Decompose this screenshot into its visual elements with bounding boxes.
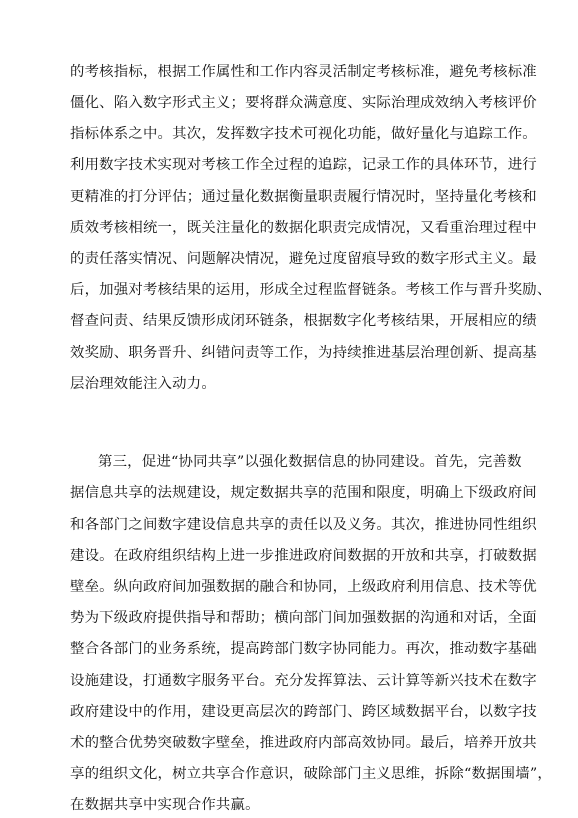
text-line: 督查问责、结果反馈形成闭环链条，根据数字化考核结果，开展相应的绩 bbox=[70, 313, 537, 329]
text-line: 的考核指标，根据工作属性和工作内容灵活制定考核标准，避免考核标准 bbox=[70, 64, 537, 80]
text-line: 效奖励、职务晋升、纠错问责等工作，为持续推进基层治理创新、提高基 bbox=[70, 345, 537, 361]
text-line: 僵化、陷入数字形式主义；要将群众满意度、实际治理成效纳入考核评价 bbox=[70, 95, 537, 111]
text-line: 整合各部门的业务系统，提高跨部门数字协同能力。再次，推动数字基础 bbox=[70, 641, 537, 657]
text-line: 指标体系之中。其次，发挥数字技术可视化功能，做好量化与追踪工作。 bbox=[70, 126, 537, 142]
text-line: 据信息共享的法规建设，规定数据共享的范围和限度，明确上下级政府间 bbox=[70, 485, 537, 501]
text-line: 层治理效能注入动力。 bbox=[70, 376, 216, 392]
text-line: 利用数字技术实现对考核工作全过程的追踪，记录工作的具体环节，进行 bbox=[70, 157, 537, 173]
text-line: 质效考核相统一，既关注量化的数据化职责完成情况，又看重治理过程中 bbox=[70, 220, 537, 236]
text-line: 在数据共享中实现合作共赢。 bbox=[70, 797, 260, 813]
text-line: 和各部门之间数字建设信息共享的责任以及义务。其次，推进协同性组织 bbox=[70, 517, 537, 533]
text-line: 术的整合优势突破数字壁垒，推进政府内部高效协同。最后，培养开放共 bbox=[70, 735, 537, 751]
text-line: 势为下级政府提供指导和帮助；横向部门间加强数据的沟通和对话，全面 bbox=[70, 610, 537, 626]
text-line: 享的组织文化，树立共享合作意识，破除部门主义思维，拆除“数据围墙”， bbox=[70, 766, 553, 782]
text-line: 设施建设，打通数字服务平台。充分发挥算法、云计算等新兴技术在数字 bbox=[70, 673, 537, 689]
text-line: 第三，促进“协同共享”以强化数据信息的协同建设。首先，完善数 bbox=[98, 454, 522, 470]
text-line: 建设。在政府组织结构上进一步推进政府间数据的开放和共享，打破数据 bbox=[70, 548, 537, 564]
text-line: 政府建设中的作用，建设更高层次的跨部门、跨区域数据平台，以数字技 bbox=[70, 704, 537, 720]
text-line: 更精准的打分评估；通过量化数据衡量职责履行情况时，坚持量化考核和 bbox=[70, 189, 537, 205]
text-line: 壁垒。纵向政府间加强数据的融合和协同，上级政府利用信息、技术等优 bbox=[70, 579, 537, 595]
text-line: 的责任落实情况、问题解决情况，避免过度留痕导致的数字形式主义。最 bbox=[70, 251, 537, 267]
text-line: 后，加强对考核结果的运用，形成全过程监督链条。考核工作与晋升奖励、 bbox=[70, 282, 552, 298]
